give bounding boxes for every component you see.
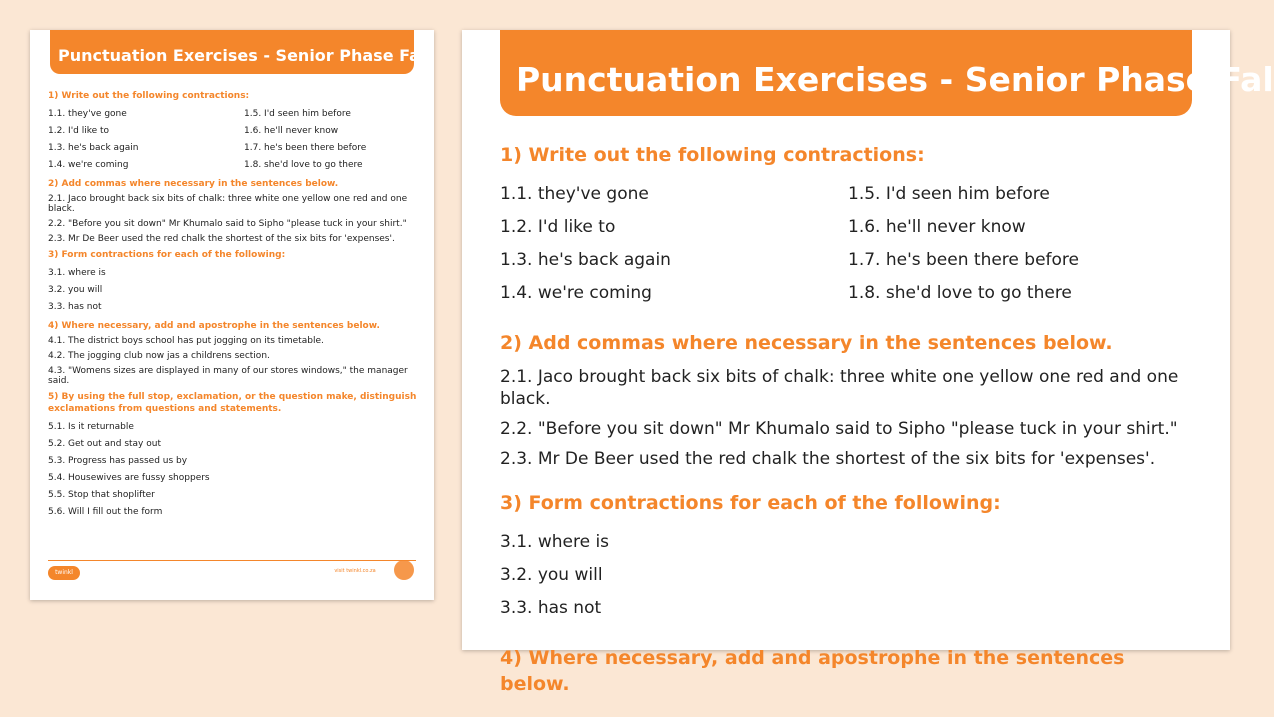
- worksheet-content: [500, 142, 1190, 717]
- question-2-heading: 2) Add commas where necessary in the sentences below.: [500, 332, 1113, 354]
- list-item: 1.2. I'd like to: [500, 217, 616, 237]
- list-item: 5.3. Progress has passed us by: [48, 456, 188, 466]
- question-1: [48, 90, 420, 174]
- list-item: 5.4. Housewives are fussy shoppers: [48, 473, 210, 483]
- list-item: 3.3. has not: [500, 598, 602, 618]
- list-item: 1.4. we're coming: [500, 283, 652, 303]
- question-5: [48, 391, 420, 521]
- list-item: 2.1. Jaco brought back six bits of chalk: three white one yellow one red and one black.: [500, 367, 1179, 409]
- question-4: [48, 320, 420, 386]
- question-3-heading: 3) Form contractions for each of the following:: [48, 250, 286, 260]
- list-item: 1.3. he's back again: [500, 250, 671, 270]
- list-item: 1.8. she'd love to go there: [244, 160, 363, 170]
- question-2-heading: 2) Add commas where necessary in the sentences below.: [48, 179, 339, 189]
- worksheet-content: [48, 86, 420, 523]
- list-item: 3.2. you will: [500, 565, 603, 585]
- list-item: 3.1. where is: [500, 532, 610, 552]
- worksheet-title-banner: Punctuation Exercises - Senior Phase Fal: [500, 30, 1192, 116]
- list-item: 5.1. Is it returnable: [48, 422, 134, 432]
- list-item: 2.3. Mr De Beer used the red chalk the shortest of the six bits for 'expenses'.: [48, 234, 395, 244]
- list-item: 3.1. where is: [48, 268, 106, 278]
- question-4-heading: 4) Where necessary, add and apostrophe in the sentences below.: [48, 321, 380, 331]
- list-item: 1.3. he's back again: [48, 143, 139, 153]
- list-item: 1.6. he'll never know: [848, 217, 1026, 237]
- list-item: 3.2. you will: [48, 285, 103, 295]
- list-item: 1.1. they've gone: [48, 109, 127, 119]
- question-2: [48, 178, 420, 244]
- list-item: 1.4. we're coming: [48, 160, 129, 170]
- list-item: 1.7. he's been there before: [848, 250, 1079, 270]
- list-item: 1.5. I'd seen him before: [244, 109, 351, 119]
- list-item: 4.1. The district boys school has put jogging on its timetable.: [48, 336, 324, 346]
- list-item: 1.1. they've gone: [500, 184, 649, 204]
- list-item: 2.3. Mr De Beer used the red chalk the shortest of the six bits for 'expenses'.: [500, 449, 1156, 469]
- question-3: [48, 249, 420, 316]
- list-item: 1.6. he'll never know: [244, 126, 339, 136]
- worksheet-zoomed: [462, 30, 1274, 695]
- question-1-items: [500, 178, 1190, 310]
- list-item: 5.2. Get out and stay out: [48, 439, 161, 449]
- list-item: 5.5. Stop that shoplifter: [48, 490, 155, 500]
- question-4-heading: 4) Where necessary, add and apostrophe in the sentences below.: [500, 647, 1125, 695]
- question-1: [500, 142, 1190, 310]
- question-1-items: [48, 106, 420, 174]
- badge-icon: [394, 560, 414, 580]
- list-item: 2.1. Jaco brought back six bits of chalk: three white one yellow one red and one black.: [48, 194, 408, 214]
- list-item: 3.3. has not: [48, 302, 102, 312]
- worksheet-title-banner: Punctuation Exercises - Senior Phase Fal: [50, 30, 414, 74]
- worksheet-thumbnail: [30, 30, 434, 600]
- list-item: 4.3. "Womens sizes are displayed in many of our stores windows," the manager said.: [48, 366, 408, 386]
- twinkl-logo: twinkl: [48, 566, 80, 580]
- list-item: 1.2. I'd like to: [48, 126, 110, 136]
- question-1-heading: 1) Write out the following contractions:: [48, 91, 250, 101]
- list-item: 1.8. she'd love to go there: [848, 283, 1072, 303]
- question-4: [500, 645, 1190, 697]
- question-2: [500, 330, 1190, 470]
- list-item: 1.7. he's been there before: [244, 143, 367, 153]
- list-item: 2.2. "Before you sit down" Mr Khumalo said to Sipho "please tuck in your shirt.": [500, 419, 1178, 439]
- list-item: 2.2. "Before you sit down" Mr Khumalo said to Sipho "please tuck in your shirt.": [48, 219, 407, 229]
- list-item: 4.2. The jogging club now jas a childrens section.: [48, 351, 270, 361]
- list-item: 5.6. Will I fill out the form: [48, 507, 163, 517]
- question-1-heading: 1) Write out the following contractions:: [500, 144, 925, 166]
- question-3: [500, 490, 1190, 625]
- question-3-heading: 3) Form contractions for each of the following:: [500, 492, 1001, 514]
- list-item: 1.5. I'd seen him before: [848, 184, 1050, 204]
- footer-url: visit twinkl.co.za: [334, 568, 376, 574]
- footer-divider: [48, 560, 416, 561]
- question-5-heading: 5) By using the full stop, exclamation, or the question make, distinguish exclamations from questions and statements.: [48, 392, 417, 414]
